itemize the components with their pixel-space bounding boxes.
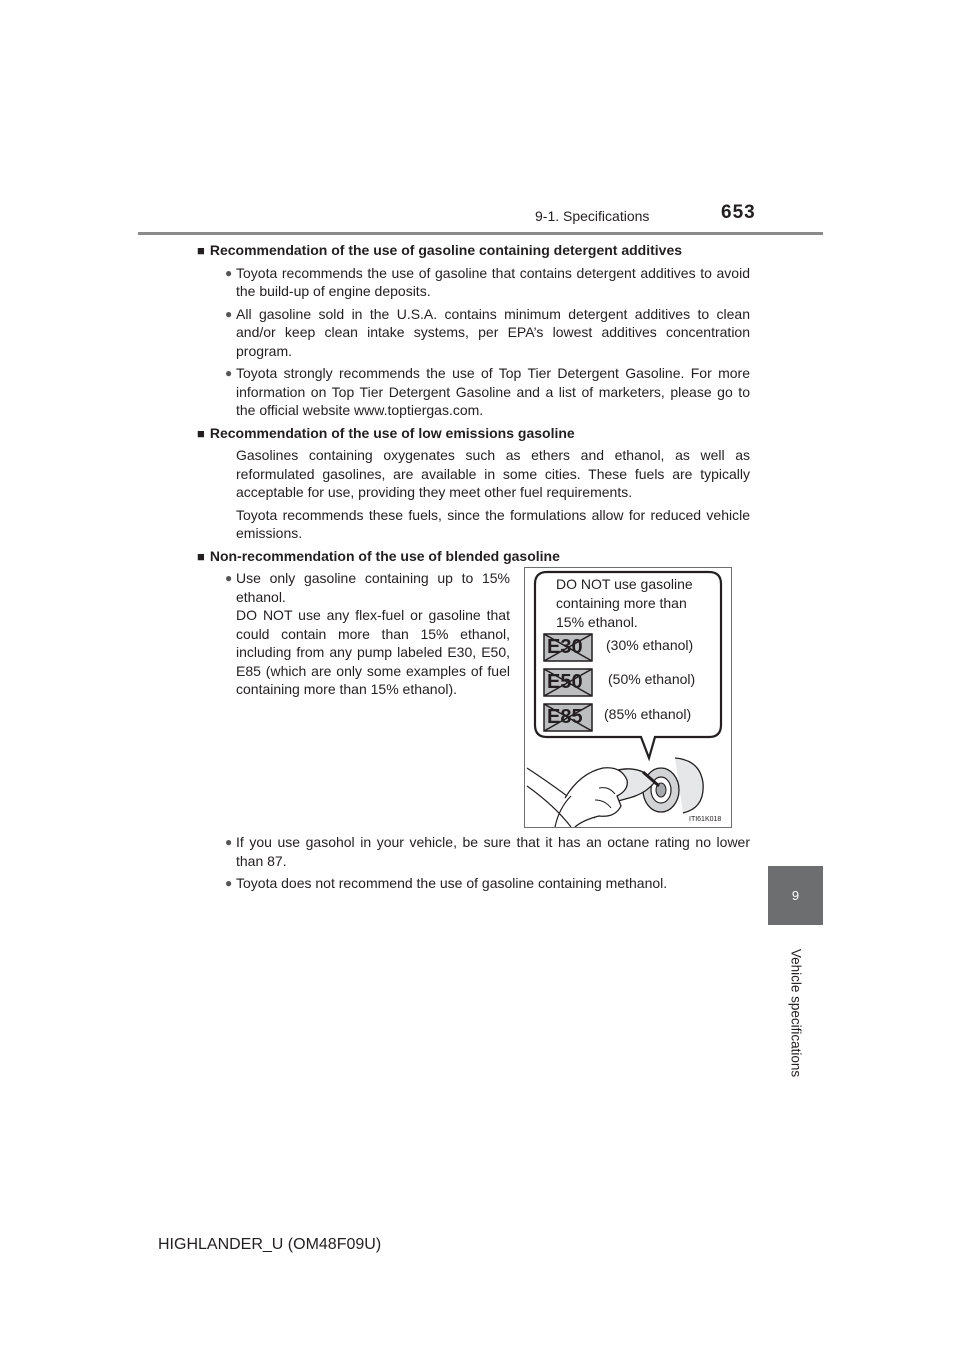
list-item: ● All gasoline sold in the U.S.A. contains minimum detergent additives to clean and/or keep clean intake systems, per EPA’s lowest additives concentration program.	[225, 305, 750, 359]
square-bullet-icon: ■	[197, 548, 205, 564]
paragraph: Toyota recommends these fuels, since the formulations allow for reduced vehicle emissions.	[236, 506, 750, 541]
section-heading: ■ Recommendation of the use of low emissions gasoline	[197, 424, 575, 441]
fuel-code-description: (30% ethanol)	[606, 637, 694, 653]
list-item: ● Use only gasoline containing up to 15% ethanol. DO NOT use any flex-fuel or gasoline that could contain more than 15% ethanol, including from any pump labeled E30, E50, E85 (which are only some examples of fuel containing more than 15% ethanol).	[225, 570, 510, 697]
figure-id: ITI61K018	[689, 816, 722, 823]
header-section-title: 9-1. Specifications	[535, 208, 650, 224]
section-heading: ■ Non-recommendation of the use of blended gasoline	[197, 547, 560, 564]
list-item: ● If you use gasohol in your vehicle, be sure that it has an octane rating no lower than 87.	[225, 834, 750, 869]
section-heading: ■ Recommendation of the use of gasoline containing detergent additives	[197, 242, 683, 258]
list-item: ● Toyota strongly recommends the use of Top Tier Detergent Gasoline. For more information on Top Tier Detergent Gasoline and a list of marketers, please go to the official website www.toptiergas.com.	[225, 365, 750, 418]
chapter-tab-number[interactable]: 9	[768, 866, 823, 925]
ethanol-warning-figure	[524, 567, 732, 828]
circle-bullet-icon: ●	[225, 876, 233, 890]
paragraph: Gasolines containing oxygenates such as ethers and ethanol, as well as reformulated gasolines, are available in some cities. These fuels are typically acceptable for use, providing they meet other fuel requirements.	[236, 447, 750, 500]
fuel-code-description: (50% ethanol)	[608, 671, 696, 687]
figure-caption-line: DO NOT use gasoline	[556, 576, 693, 592]
circle-bullet-icon: ●	[225, 835, 233, 849]
fuel-code-label: E85	[547, 706, 583, 728]
list-item: ● Toyota does not recommend the use of gasoline containing methanol.	[225, 875, 668, 891]
list-item: ● Toyota recommends the use of gasoline that contains detergent additives to avoid the build-up of engine deposits.	[225, 264, 750, 299]
circle-bullet-icon: ●	[225, 366, 233, 380]
fuel-code-description: (85% ethanol)	[604, 706, 692, 722]
footer-model: HIGHLANDER_U (OM48F09U)	[158, 1236, 382, 1253]
square-bullet-icon: ■	[197, 243, 205, 258]
figure-caption-line: 15% ethanol.	[556, 614, 638, 630]
square-bullet-icon: ■	[197, 425, 205, 441]
circle-bullet-icon: ●	[225, 571, 233, 585]
fuel-code-label: E50	[547, 671, 583, 693]
circle-bullet-icon: ●	[225, 306, 233, 321]
page-number: 653	[721, 202, 756, 223]
fuel-code-label: E30	[547, 636, 583, 658]
circle-bullet-icon: ●	[225, 265, 233, 280]
figure-caption-line: containing more than	[556, 595, 687, 611]
chapter-tab-label: Vehicle specifications	[788, 948, 803, 1077]
header-divider	[138, 232, 823, 235]
